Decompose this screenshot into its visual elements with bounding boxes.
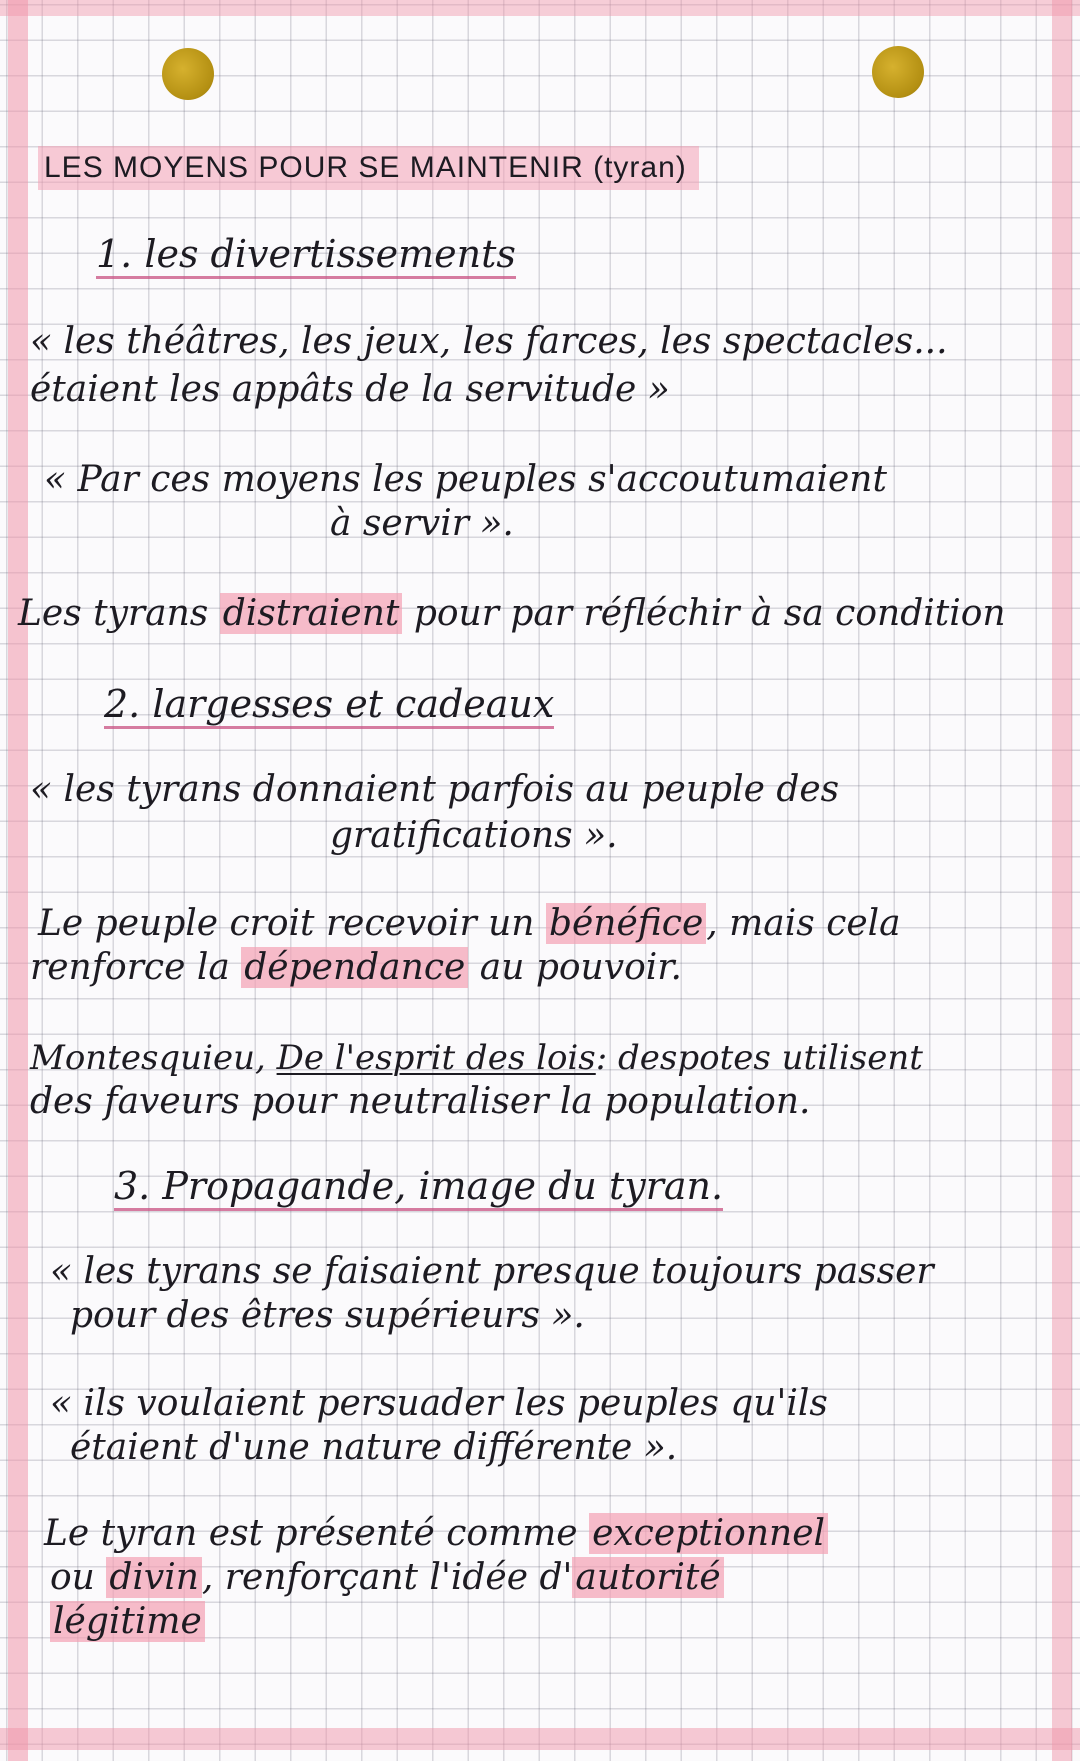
quote-line: « les tyrans donnaient parfois au peuple des xyxy=(30,769,840,810)
book-reference: De l'esprit des lois xyxy=(276,1038,596,1078)
note-text: : despotes utilisent xyxy=(595,1038,923,1078)
page-margin-left xyxy=(8,0,28,1761)
page-margin-top xyxy=(0,0,1080,16)
quote-line: « les tyrans se faisaient presque toujours passer xyxy=(50,1251,934,1292)
note-line xyxy=(30,948,682,988)
note-text: pour par réfléchir à sa condition xyxy=(413,593,1006,634)
binder-hole-left xyxy=(162,48,214,100)
section-heading-propagande: 3. Propagande, image du tyran. xyxy=(114,1166,723,1211)
quote-line: étaient les appâts de la servitude » xyxy=(30,369,670,410)
section-heading-divertissements: 1. les divertissements xyxy=(96,234,516,279)
highlight-exceptionnel: exceptionnel xyxy=(589,1513,828,1554)
highlight-benefice: bénéfice xyxy=(546,903,706,944)
note-text: renforce la xyxy=(30,947,230,988)
highlight-autorite: autorité xyxy=(572,1557,723,1598)
note-text: au pouvoir. xyxy=(479,947,682,988)
note-text: , mais cela xyxy=(706,903,901,944)
binder-hole-right xyxy=(872,46,924,98)
note-line xyxy=(50,1602,205,1642)
highlight-legitime: légitime xyxy=(50,1601,205,1642)
note-line xyxy=(18,594,1006,634)
quote-line: « Par ces moyens les peuples s'accoutumaient xyxy=(44,459,887,500)
note-line xyxy=(30,1038,923,1078)
page-title: LES MOYENS POUR SE MAINTENIR (tyran) xyxy=(38,146,699,190)
quote-line: gratifications ». xyxy=(330,815,618,856)
page-margin-bottom xyxy=(0,1728,1080,1750)
quote-line: « ils voulaient persuader les peuples qu'ils xyxy=(50,1383,828,1424)
note-text: Le tyran est présenté comme xyxy=(44,1513,578,1554)
highlight-divin: divin xyxy=(106,1557,202,1598)
quote-line: « les théâtres, les jeux, les farces, les spectacles... xyxy=(30,321,948,362)
note-text: Montesquieu, xyxy=(30,1038,266,1078)
highlight-dependance: dépendance xyxy=(241,947,468,988)
quote-line: pour des êtres supérieurs ». xyxy=(70,1295,585,1336)
note-text: , renforçant l'idée d' xyxy=(201,1557,573,1598)
note-line xyxy=(38,904,901,944)
highlight-distraient: distraient xyxy=(220,593,403,634)
note-line xyxy=(44,1514,828,1554)
quote-line: à servir ». xyxy=(330,503,514,544)
note-text: ou xyxy=(50,1557,95,1598)
quote-line: étaient d'une nature différente ». xyxy=(70,1427,678,1468)
note-line xyxy=(50,1558,724,1598)
note-line: des faveurs pour neutraliser la population. xyxy=(30,1081,811,1122)
note-text: Le peuple croit recevoir un xyxy=(38,903,535,944)
note-text: Les tyrans xyxy=(18,593,209,634)
section-heading-largesses: 2. largesses et cadeaux xyxy=(104,684,554,729)
page-margin-right xyxy=(1052,0,1072,1761)
